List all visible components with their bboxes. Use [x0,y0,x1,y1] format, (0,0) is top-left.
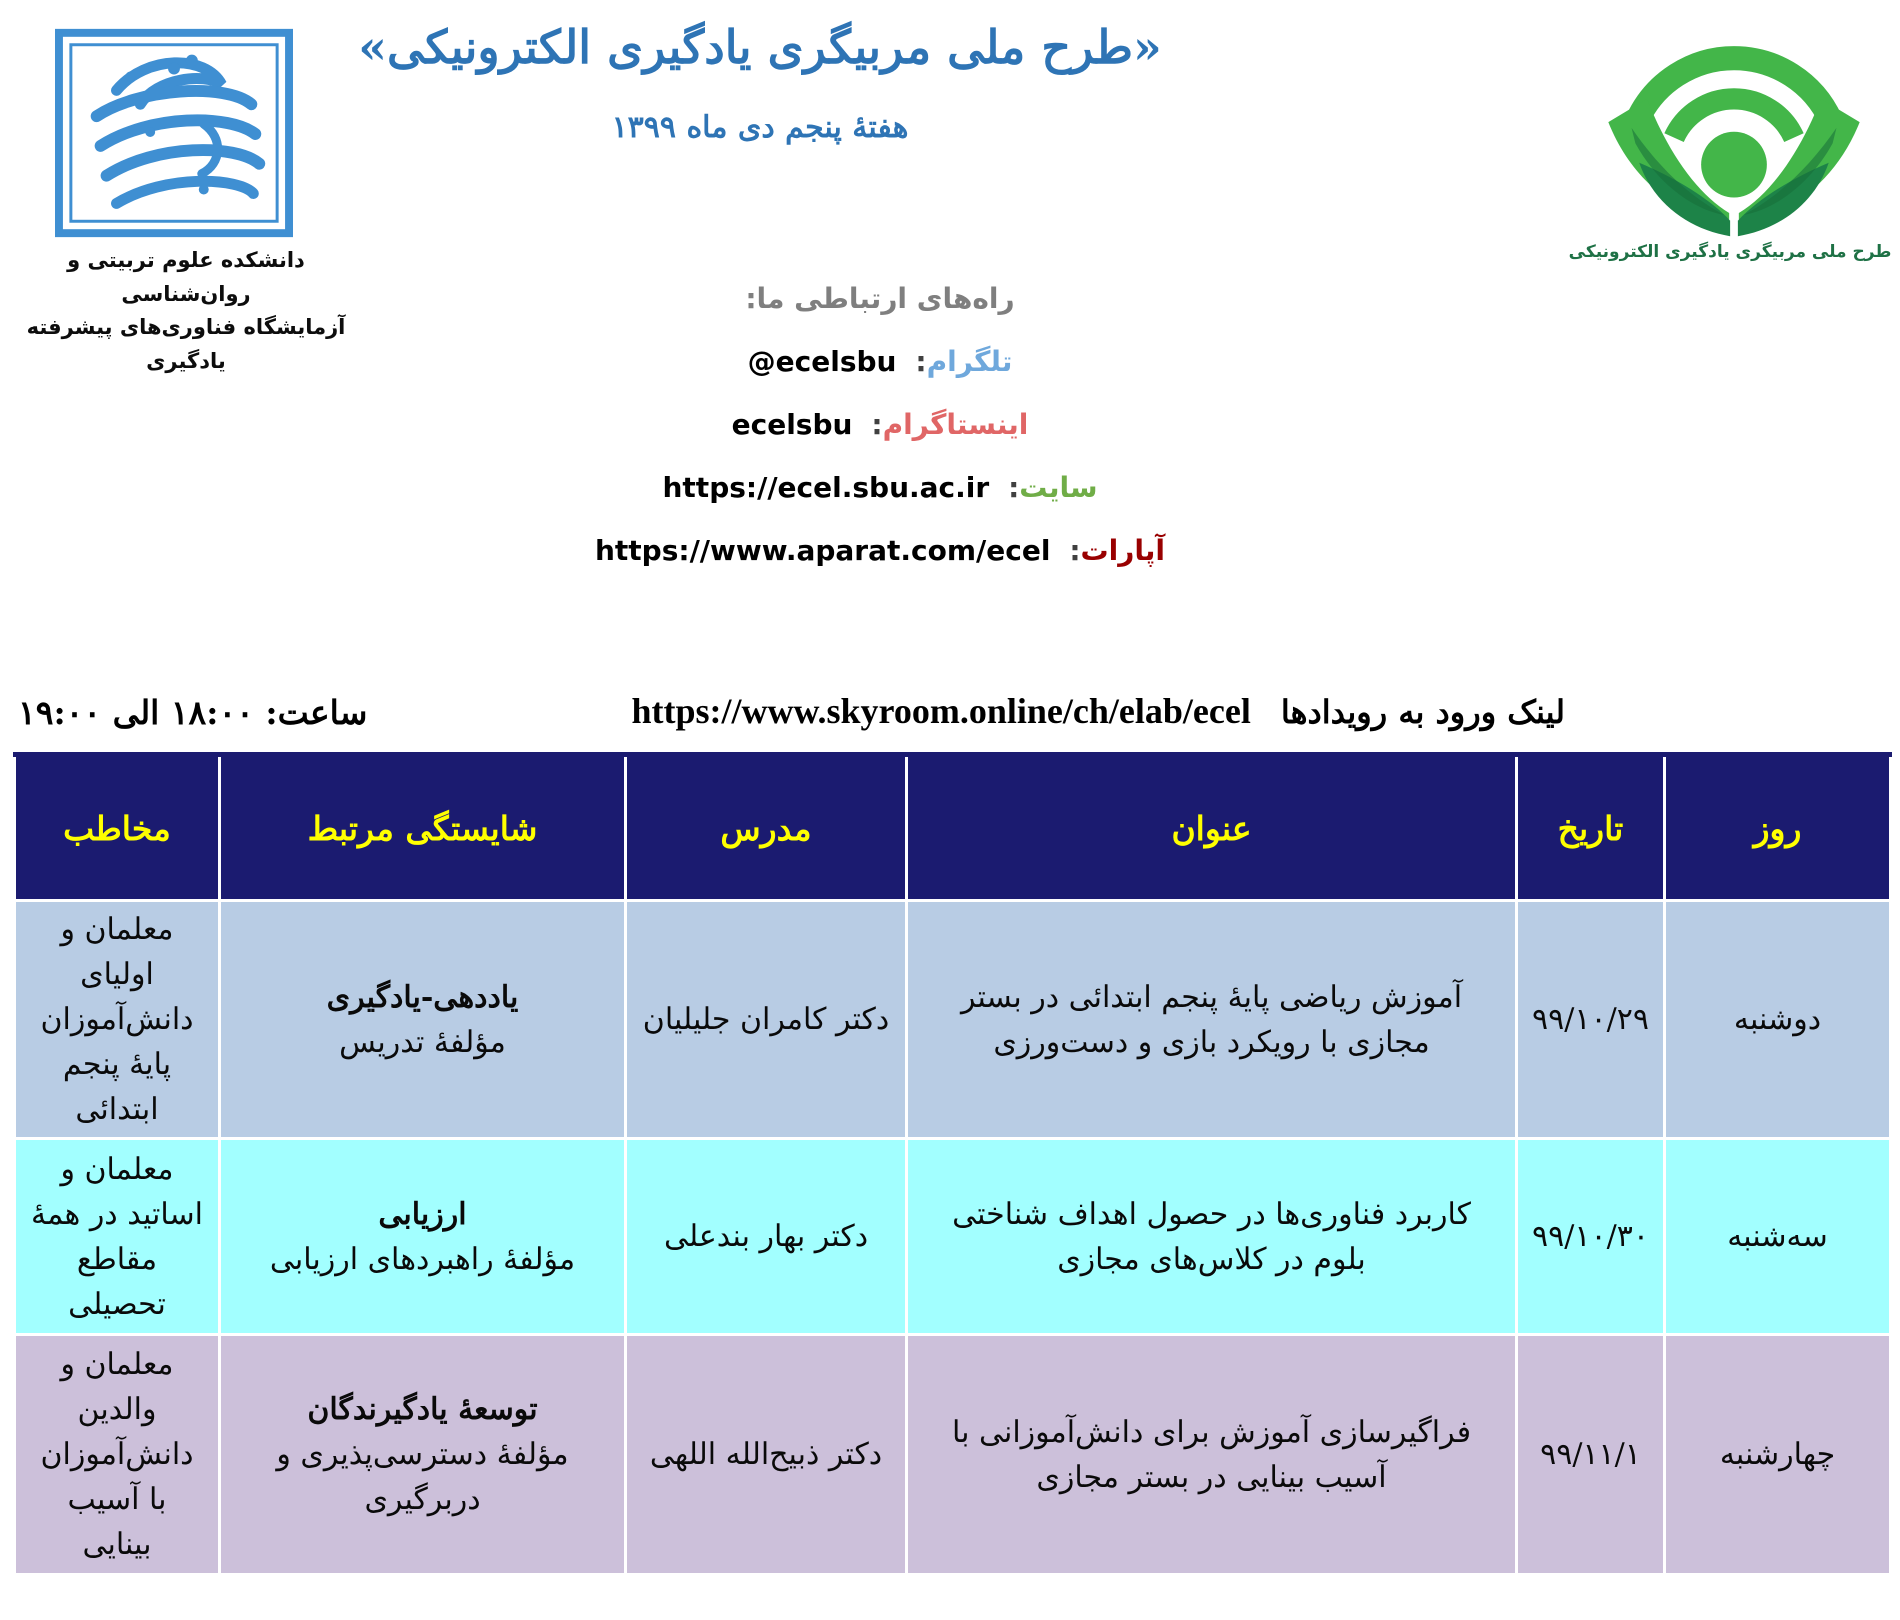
table-row [15,901,1891,1139]
website-link[interactable]: https://ecel.sbu.ac.ir [662,471,990,504]
contact-line-telegram [500,345,1260,378]
table-row [15,1335,1891,1575]
cell-date: ۹۹/۱۱/۱ [1517,1335,1665,1575]
header-instructor: مدرس [626,755,907,901]
competency-name: یاددهی-یادگیری [326,979,519,1015]
contact-line-instagram [500,408,1260,441]
session-time: ساعت: ۱۸:۰۰ الی ۱۹:۰۰ [18,693,368,732]
faculty-caption [0,244,372,378]
schedule-table [13,752,1892,1576]
competency-component: مؤلفهٔ دسترسی‌پذیری و دربرگیری [276,1437,569,1517]
competency-component: مؤلفهٔ راهبردهای ارزیابی [269,1241,576,1277]
cell-competency [220,1139,626,1335]
cell-competency [220,1335,626,1575]
competency-component: مؤلفهٔ تدریس [339,1024,506,1060]
project-logo-caption: طرح ملی مربیگری یادگیری الکترونیکی [1568,242,1892,262]
cell-day: چهارشنبه [1665,1335,1891,1575]
cell-title: فراگیرسازی آموزش برای دانش‌آموزانی با آسیب بینایی در بستر مجازی [907,1335,1517,1575]
header-day: روز [1665,755,1891,901]
separator: : [1069,534,1081,567]
competency-name: ارزیابی [378,1196,467,1232]
project-logo-icon [1598,10,1870,242]
events-link-url[interactable]: https://www.skyroom.online/ch/elab/ecel [631,691,1251,731]
separator: : [1008,471,1020,504]
cell-date: ۹۹/۱۰/۳۰ [1517,1139,1665,1335]
cell-audience: معلمان و اساتید در همهٔ مقاطع تحصیلی [15,1139,220,1335]
header-date: تاریخ [1517,755,1665,901]
cell-title: کاربرد فناوری‌ها در حصول اهداف شناختی بلوم در کلاس‌های مجازی [907,1139,1517,1335]
cell-day: سه‌شنبه [1665,1139,1891,1335]
page-title: «طرح ملی مربیگری یادگیری الکترونیکی» [358,20,1162,74]
telegram-label: تلگرام [926,345,1013,378]
aparat-link[interactable]: https://www.aparat.com/ecel [594,534,1051,567]
aparat-label: آپارات [1080,534,1166,567]
header-audience: مخاطب [15,755,220,901]
website-label: سایت [1019,471,1098,504]
contact-line-website [500,471,1260,504]
instagram-handle[interactable]: ecelsbu [731,408,853,441]
cell-day: دوشنبه [1665,901,1891,1139]
cell-competency [220,901,626,1139]
header-title: عنوان [907,755,1517,901]
contacts-block [500,282,1260,597]
page-subtitle: هفتهٔ پنجم دی ماه ۱۳۹۹ [611,110,909,145]
title-block [330,20,1190,145]
contact-line-aparat [500,534,1260,567]
cell-date: ۹۹/۱۰/۲۹ [1517,901,1665,1139]
table-row [15,1139,1891,1335]
cell-title: آموزش ریاضی پایهٔ پنجم ابتدائی در بستر مجازی با رویکرد بازی و دست‌ورزی [907,901,1517,1139]
faculty-line-1: دانشکده علوم تربیتی و روان‌شناسی [67,248,305,306]
faculty-line-2: آزمایشگاه فناوری‌های پیشرفته یادگیری [26,315,346,373]
contacts-heading: راه‌های ارتباطی ما: [745,282,1015,315]
telegram-handle[interactable]: @ecelsbu [747,345,897,378]
cell-audience: معلمان و اولیای دانش‌آموزان پایهٔ پنجم ابتدائی [15,901,220,1139]
separator: : [871,408,883,441]
header-competency: شایستگی مرتبط [220,755,626,901]
cell-audience: معلمان و والدین دانش‌آموزان با آسیب بینایی [15,1335,220,1575]
cell-instructor: دکتر بهار بندعلی [626,1139,907,1335]
events-link-label: لینک ورود به رویدادها [1280,693,1565,731]
university-logo-icon [55,28,293,238]
table-header-row [15,755,1891,901]
cell-instructor: دکتر ذبیح‌الله اللهی [626,1335,907,1575]
events-link-row [631,690,1565,732]
separator: : [915,345,927,378]
competency-name: توسعهٔ یادگیرندگان [307,1392,538,1427]
cell-instructor: دکتر کامران جلیلیان [626,901,907,1139]
instagram-label: اینستاگرام [882,408,1029,441]
